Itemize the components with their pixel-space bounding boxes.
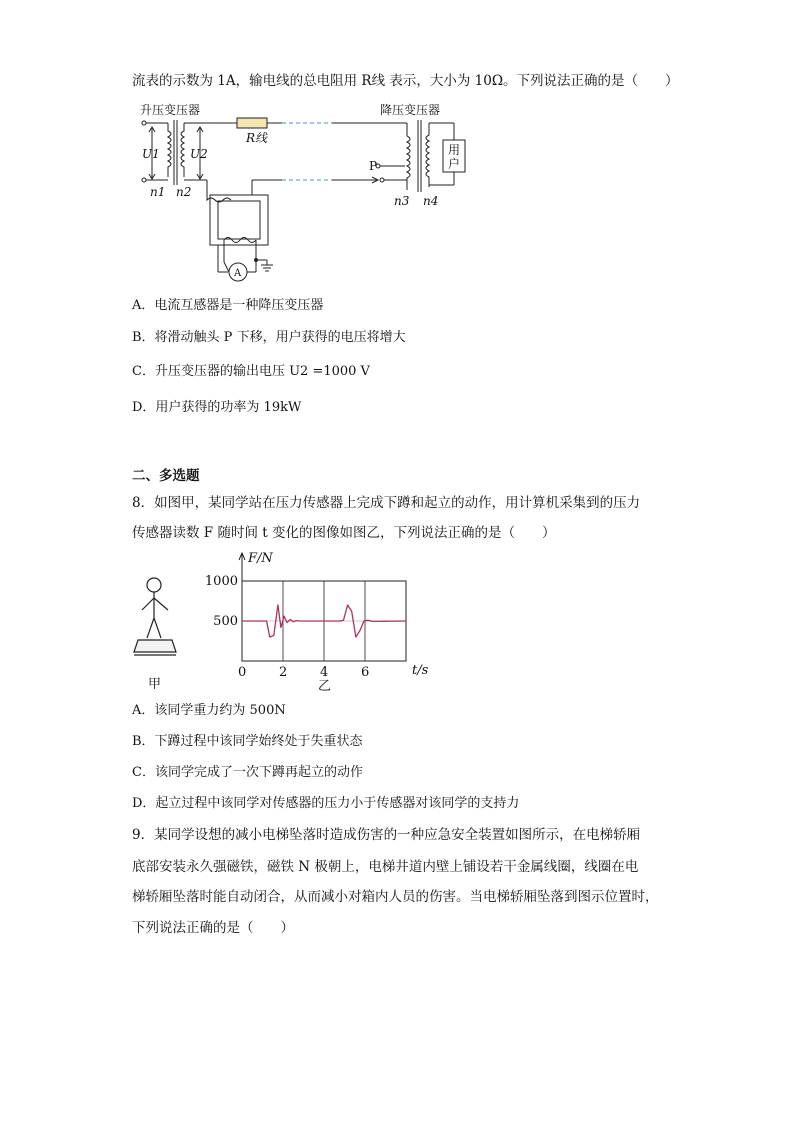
q8-stem-line-2: 传感器读数 F 随时间 t 变化的图像如图乙，下列说法正确的是（ ）: [132, 525, 556, 541]
u1-label: U1: [142, 147, 160, 161]
ammeter-label: A: [234, 268, 242, 279]
q9-stem-line-1: 9．某同学设想的减小电梯坠落时造成伤害的一种应急安全装置如图所示，在电梯轿厢: [132, 827, 641, 843]
transformer-circuit-diagram: [132, 100, 482, 290]
x-tick-label: 0: [238, 665, 247, 680]
q7-option-c: C．升压变压器的输出电压 U2 =1000 V: [132, 364, 370, 379]
q7-intro: 流表的示数为 1A，输电线的总电阻用 R线 表示，大小为 10Ω。下列说法正确的是（ ）: [132, 73, 679, 89]
resistor-label: R线: [246, 131, 268, 145]
fig-yi-label: 乙: [318, 679, 332, 693]
u2-label: U2: [190, 147, 208, 161]
y-tick-label: 500: [213, 614, 238, 629]
y-tick-label: 1000: [204, 574, 238, 589]
q7-option-b: B．将滑动触头 P 下移，用户获得的电压将增大: [132, 330, 406, 345]
n3-label: n3: [394, 194, 410, 208]
q7-option-a: A．电流互感器是一种降压变压器: [132, 298, 324, 313]
q8-option-a: A．该同学重力约为 500N: [132, 703, 286, 718]
section-title: 二、多选题: [132, 468, 200, 484]
n2-label: n2: [176, 185, 192, 199]
q9-stem-line-3: 梯轿厢坠落时能自动闭合，从而减小对箱内人员的伤害。当电梯轿厢坠落到图示位置时，: [132, 889, 659, 905]
step-down-label: 降压变压器: [380, 103, 441, 117]
q8-option-c: C．该同学完成了一次下蹲再起立的动作: [132, 765, 363, 780]
x-tick-label: 4: [320, 665, 329, 680]
q8-stem-line-1: 8．如图甲，某同学站在压力传感器上完成下蹲和起立的动作，用计算机采集到的压力: [132, 495, 641, 511]
figure-yi-force-time-chart: [200, 548, 440, 693]
x-axis-label: t/s: [412, 663, 429, 678]
n1-label: n1: [150, 185, 166, 199]
figure-jia-person-on-sensor: [132, 574, 182, 692]
x-tick-label: 2: [279, 665, 288, 680]
y-axis-label: F/N: [248, 551, 273, 566]
n4-label: n4: [423, 194, 439, 208]
x-tick-label: 6: [361, 665, 370, 680]
load-label-1: 用: [448, 143, 461, 157]
slider-p-label: P: [369, 159, 378, 173]
load-label-2: 户: [448, 157, 461, 171]
q9-stem-line-2: 底部安装永久强磁铁，磁铁 N 极朝上，电梯井道内壁上铺设若干金属线圈，线圈在电: [132, 859, 639, 875]
step-up-label: 升压变压器: [140, 103, 201, 117]
q8-option-d: D．起立过程中该同学对传感器的压力小于传感器对该同学的支持力: [132, 796, 520, 811]
q8-option-b: B．下蹲过程中该同学始终处于失重状态: [132, 734, 363, 749]
q9-stem-line-4: 下列说法正确的是（ ）: [132, 920, 294, 936]
q7-option-d: D．用户获得的功率为 19kW: [132, 400, 302, 415]
fig-jia-label: 甲: [148, 677, 162, 692]
